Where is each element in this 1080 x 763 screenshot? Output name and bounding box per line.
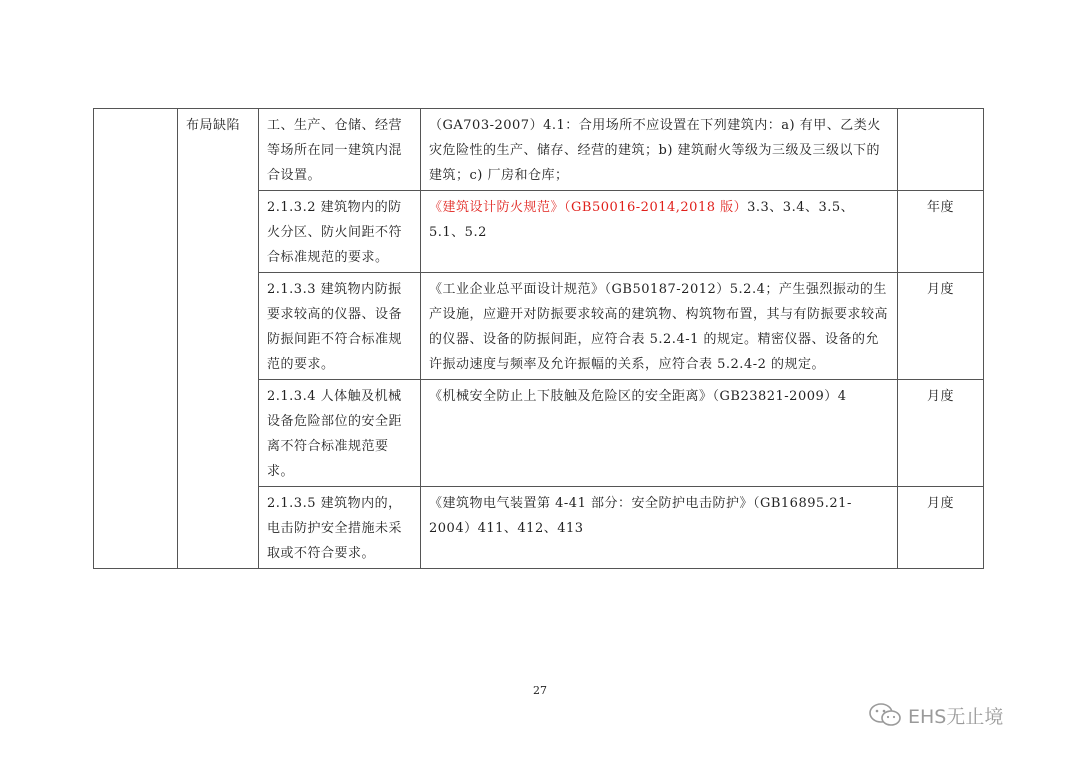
- category-cell: 布局缺陷: [178, 109, 259, 569]
- basis-cell: 《工业企业总平面设计规范》（GB50187-2012）5.2.4；产生强烈振动的生产设施，应避开对防振要求较高的建筑物、构筑物布置，其与有防振要求较高的仪器、设备的防振间距，应符合表 5.2.4-1 的规定。精密仪器、设备的允许振动速度与频率及允许振幅的关系，应符合表 5.2.4-2 的规定。: [421, 273, 898, 380]
- watermark: [868, 700, 1003, 730]
- frequency-cell: 月度: [898, 273, 984, 380]
- item-cell: 2.1.3.5 建筑物内的，电击防护安全措施未采取或不符合要求。: [259, 487, 421, 569]
- watermark-text: EHS无止境: [908, 705, 1004, 728]
- item-cell: 2.1.3.3 建筑物内防振要求较高的仪器、设备防振间距不符合标准规范的要求。: [259, 273, 421, 380]
- item-cell: 2.1.3.2 建筑物内的防火分区、防火间距不符合标准规范的要求。: [259, 191, 421, 273]
- basis-cell: 《建筑物电气装置第 4-41 部分：安全防护电击防护》（GB16895.21-2004）411、412、413: [421, 487, 898, 569]
- blank-cell: [94, 109, 178, 569]
- standards-table: [93, 108, 984, 569]
- page-number: 27: [533, 684, 547, 697]
- frequency-cell: 月度: [898, 380, 984, 487]
- frequency-cell: 年度: [898, 191, 984, 273]
- item-cell: 工、生产、仓储、经营等场所在同一建筑内混合设置。: [259, 109, 421, 191]
- table-row: [94, 109, 984, 191]
- wechat-icon: [868, 702, 902, 728]
- item-cell: 2.1.3.4 人体触及机械设备危险部位的安全距离不符合标准规范要求。: [259, 380, 421, 487]
- basis-cell: （GA703-2007）4.1：合用场所不应设置在下列建筑内：a) 有甲、乙类火灾危险性的生产、储存、经营的建筑；b) 建筑耐火等级为三级及三级以下的建筑；c) 厂房和仓库；: [421, 109, 898, 191]
- frequency-cell: [898, 109, 984, 191]
- red-standard-title: 《建筑设计防火规范》（GB50016-2014,2018 版）: [429, 200, 748, 215]
- frequency-cell: 月度: [898, 487, 984, 569]
- basis-cell: 《建筑设计防火规范》（GB50016-2014,2018 版）3.3、3.4、3.5、5.1、5.2: [421, 191, 898, 273]
- basis-cell: 《机械安全防止上下肢触及危险区的安全距离》（GB23821-2009）4: [421, 380, 898, 487]
